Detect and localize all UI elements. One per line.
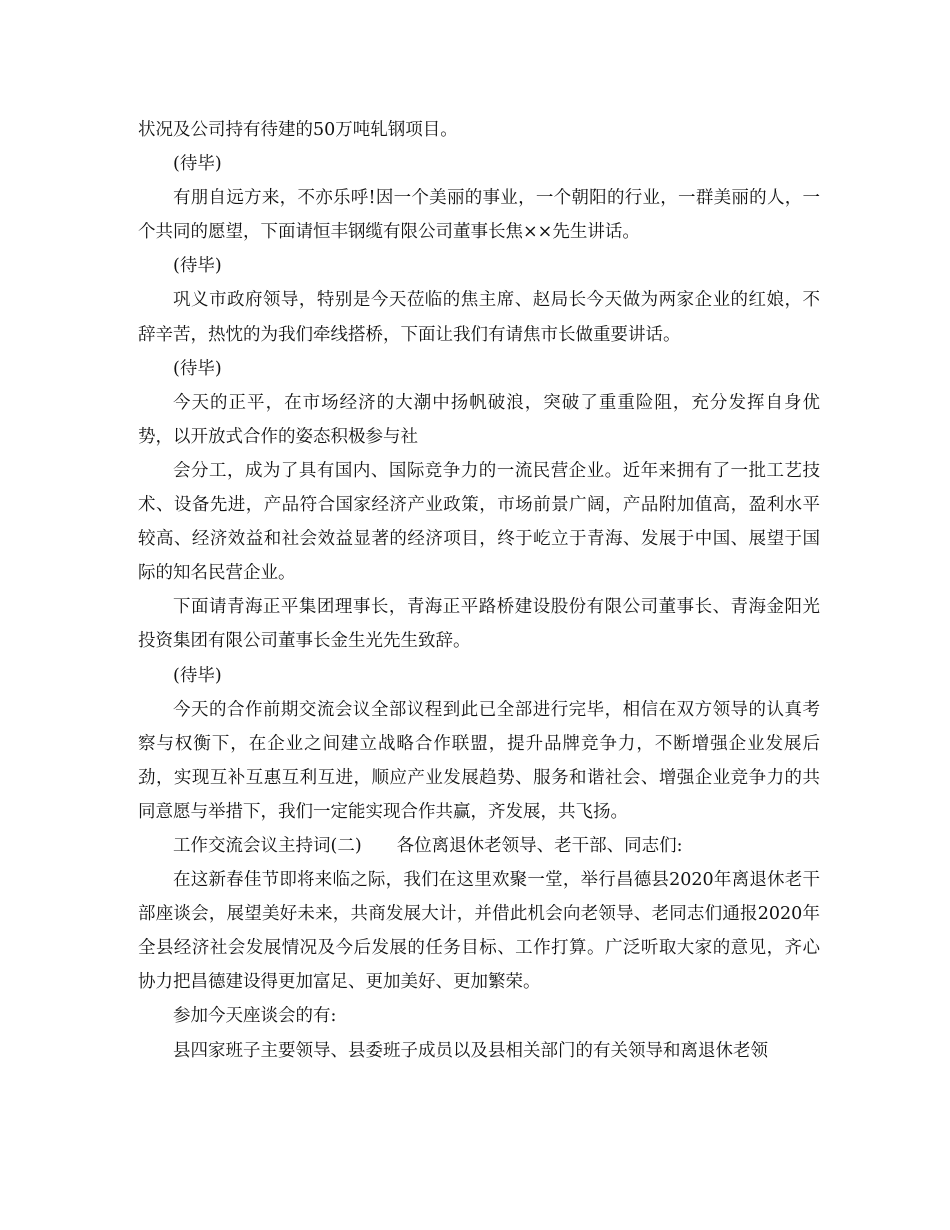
paragraph: 工作交流会议主持词(二) 各位离退休老领导、老干部、同志们: [173,835,683,856]
paragraph: (待毕) [173,256,222,277]
paragraph: (待毕) [173,154,222,175]
paragraph: 县四家班子主要领导、县委班子成员以及县相关部门的有关领导和离退休老领 [173,1040,768,1061]
paragraph: 参加今天座谈会的有: [173,1006,337,1027]
paragraph: (待毕) [173,358,222,379]
paragraph: (待毕) [173,665,222,686]
paragraph: 今天的正平，在市场经济的大潮中扬帆破浪，突破了重重险阻，充分发挥自身优势，以开放式合作的姿态积极参与社 [138,392,820,447]
paragraph: 会分工，成为了具有国内、国际竞争力的一流民营企业。近年来拥有了一批工艺技术、设备先进，产品符合国家经济产业政策，市场前景广阔，产品附加值高，盈利水平较高、经济效益和社会效益显著的经济项目，终于屹立于青海、发展于中国、展望于国际的知名民营企业。 [138,460,820,584]
document-body [138,113,820,1068]
paragraph: 在这新春佳节即将来临之际，我们在这里欢聚一堂，举行昌德县2020年离退休老干部座谈会，展望美好未来，共商发展大计，并借此机会向老领导、老同志们通报2020年全县经济社会发展情况及今后发展的任务目标、工作打算。广泛听取大家的意见，齐心协力把昌德建设得更加富足、更加美好、更加繁荣。 [138,870,820,993]
paragraph: 今天的合作前期交流会议全部议程到此已全部进行完毕，相信在双方领导的认真考察与权衡下，在企业之间建立战略合作联盟，提升品牌竞争力，不断增强企业发展后劲，实现互补互惠互利互进，顺应产业发展趋势、服务和谐社会、增强企业竞争力的共同意愿与举措下，我们一定能实现合作共赢，齐发展，共飞扬。 [138,699,820,822]
paragraph: 巩义市政府领导，特别是今天莅临的焦主席、赵局长今天做为两家企业的红娘，不辞辛苦，热忱的为我们牵线搭桥，下面让我们有请焦市长做重要讲话。 [138,290,820,345]
paragraph: 状况及公司持有待建的50万吨轧钢项目。 [138,120,458,140]
paragraph: 下面请青海正平集团理事长，青海正平路桥建设股份有限公司董事长、青海金阳光投资集团有限公司董事长金生光先生致辞。 [138,597,820,652]
paragraph: 有朋自远方来，不亦乐呼!因一个美丽的事业，一个朝阳的行业，一群美丽的人，一个共同的愿望，下面请恒丰钢缆有限公司董事长焦××先生讲话。 [138,188,820,243]
